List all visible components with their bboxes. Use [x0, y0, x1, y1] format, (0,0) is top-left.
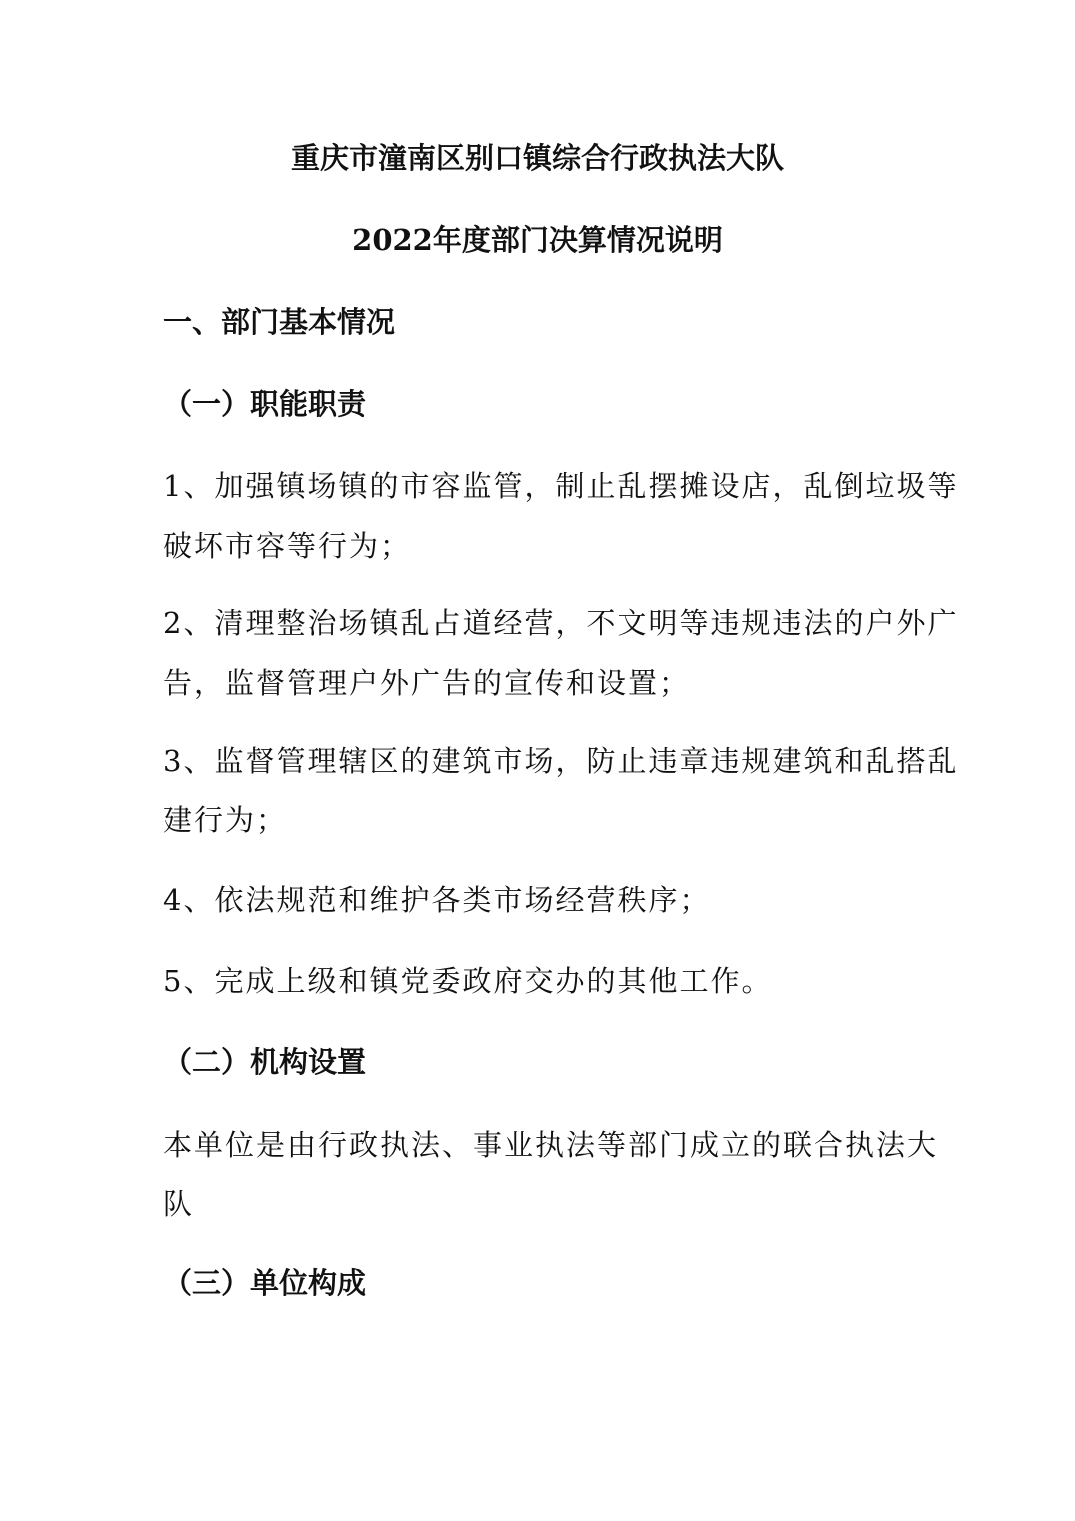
org-setup-line2: 队: [163, 1187, 195, 1221]
duty-item-2-line1: 2、清理整治场镇乱占道经营，不文明等违规违法的户外广: [163, 606, 959, 640]
subsection3-heading: （三）单位构成: [163, 1266, 367, 1300]
duty-item-2-line2: 告，监督管理户外广告的宣传和设置；: [163, 666, 691, 700]
subsection1-heading: （一）职能职责: [163, 387, 367, 421]
duty-item-1-line2: 破坏市容等行为；: [163, 529, 412, 563]
org-setup-line1: 本单位是由行政执法、事业执法等部门成立的联合执法大: [163, 1128, 939, 1162]
document-title-line1: 重庆市潼南区别口镇综合行政执法大队: [290, 141, 784, 175]
document-title-line2: 2022年度部门决算情况说明: [352, 223, 723, 257]
duty-item-1-line1: 1、加强镇场镇的市容监管，制止乱摆摊设店，乱倒垃圾等: [163, 469, 959, 503]
duty-item-3-line1: 3、监督管理辖区的建筑市场，防止违章违规建筑和乱搭乱: [163, 744, 959, 778]
duty-item-4: 4、依法规范和维护各类市场经营秩序；: [163, 883, 711, 917]
subsection2-heading: （二）机构设置: [163, 1045, 367, 1079]
duty-item-3-line2: 建行为；: [163, 803, 288, 837]
duty-item-5: 5、完成上级和镇党委政府交办的其他工作。: [163, 964, 773, 998]
section1-heading: 一、部门基本情况: [163, 305, 396, 339]
